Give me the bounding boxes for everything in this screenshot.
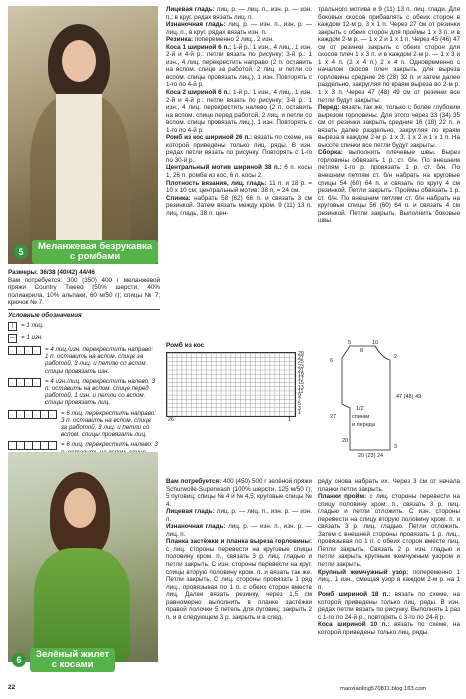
paragraph	[166, 164, 312, 179]
chart-row-numbers	[298, 352, 304, 415]
model5-sizes-block	[8, 269, 160, 307]
paragraph-text: с лиц. стороны перевести на круговые спицы половину кром. п., связать 3 р. лиц. гладью и петли закрыть. С изн. стороны перевести на круг. спицы вторую половину кром. п. и вязать так же. Петли закрыть. С лиц. стороны провязать 1 ряд лиц., провязывая по 1 п. с обеих сторон вместе лиц. Далее вязать резинку, через 1,5 см равномерно выполнить в планке застёжки правой полочки 5 петель для пуговиц: закрыть 2 п. и в следующем 3 р. закрыть и в след.	[166, 545, 312, 621]
model6-badge-number: 6	[12, 653, 26, 667]
legend-item	[8, 378, 158, 407]
paragraph-text: трального мотива и 9 (11) 13 п. лиц. глади. Для боковых скосов прибавлять с обеих сторон в каждом 12-м р. 3 х 1 п. Через 27 см от резинки закрыть с обеих сторон для проймы 1 х 3 п. и в каждом 2-м р. — 1 х 2 и 1 х 1 п. Через 45 (46) 47 см от резинки закрыть с обеих сторон для скосов плеч 1 х 3 п. и в каждом 2-м р. — 1 х 3 и 1 х 4 п. (2 х 4 п.) 2 х 4 п. Одновременно с началом скосов плеч закрыть для выреза горловины средние 26 (28) 32 п. и затем далее раздельно, закругляя по краям выреза во 2-м р. 1 х 3 п. Через 47 (48) 49 см от резинки все петли будут закрыты.	[318, 6, 460, 104]
paragraph-text: вязать так же, только с более глубоким вырезом горловины. Для этого через 33 (34) 35 см от резинки закрыть средние 16 (18) 22 п. и вязать далее раздельно, закругляя по краям выреза в каждом 2-м р. 1 х 3, 1 х 2 и 1 х 1 п. На высоте спинки все петли будут закрыты.	[318, 104, 460, 149]
paragraph-text: лиц. р. — лиц. п., изн. р. — изн. п.; в круг. рядах вязать лиц. п.	[166, 6, 313, 21]
schematic-top-2: 8	[360, 348, 364, 354]
paragraph	[166, 195, 312, 218]
paragraph	[166, 6, 312, 21]
legend-symbol	[8, 334, 17, 343]
schematic-top-1: 10	[372, 340, 379, 346]
paragraph	[166, 21, 312, 36]
schematic-side-1: 2	[394, 354, 398, 360]
legend-cell	[33, 411, 41, 418]
cable-diamond-chart	[166, 352, 296, 417]
legend-cell	[25, 411, 33, 418]
model5-sizes: Размеры: 36/38 (40/42) 44/46	[8, 269, 95, 276]
paragraph-lead: Коса 1 шириной 6 п.:	[166, 43, 232, 51]
paragraph-text: лиц. р. — изн. п., изн. р. — лиц. п., в круг. рядах вязать изн. п.	[166, 21, 313, 36]
legend-item	[8, 322, 158, 331]
shirt	[56, 94, 102, 264]
paragraph-lead: Ромб из кос шириной 26 п.:	[166, 134, 253, 142]
model5-badge	[14, 240, 158, 264]
legend-item	[8, 334, 158, 343]
chart-row-number: 27	[298, 355, 304, 362]
legend-cell	[17, 379, 25, 386]
legend-cell	[17, 347, 25, 354]
paragraph-lead: Лицевая гладь:	[166, 6, 215, 13]
legend-cell	[17, 442, 25, 449]
paragraph	[166, 44, 312, 89]
legend-symbol	[8, 378, 41, 387]
legend-cell	[9, 442, 17, 449]
paragraph-lead: Резинка:	[166, 36, 194, 44]
paragraph-lead: Лицевая гладь:	[166, 508, 215, 516]
paragraph-text: 1-й р.: 1 изн., 4 лиц., 1 изн. 2-й и 4-й р.: петли вязать по рисунку; 3-й р.: 1 изн., 4 лиц. перекрестить налево (2 п. оставить на вспом. спице перед работой, 2 лиц. и петли со вспом. спицы провязать лиц.), 1 изн. Повторять с 1-го по 4-й р.	[166, 89, 312, 134]
schematic-piece-2: спинки	[352, 414, 370, 420]
model6-badge	[12, 648, 115, 672]
chart-col-right: 1	[288, 417, 291, 423]
model6-column-3	[318, 478, 460, 636]
paragraph	[166, 538, 312, 621]
legend-title: Условные обозначения	[8, 312, 82, 319]
schematic-top-3: 5	[348, 340, 352, 346]
paragraph-lead: Сборка:	[318, 149, 343, 157]
model6-photo	[8, 452, 158, 662]
paragraph-text: ряду снова набрать их. Через 3 см от начала планки петли закрыть.	[318, 478, 460, 493]
chart-row-number: 5	[298, 401, 301, 408]
legend-cell	[9, 411, 17, 418]
paragraph-lead: Изнаночная гладь:	[166, 523, 226, 531]
paragraph	[166, 180, 312, 195]
legend-cell	[33, 347, 40, 354]
chart-row-number: 23	[298, 363, 304, 370]
chart-col-left: 26	[168, 417, 174, 423]
model6-column-2	[166, 478, 312, 621]
schematic-side-4: 27	[330, 414, 337, 420]
paragraph-text: попеременно 1 лиц., 1 изн., смещая узор в каждом 2-м р. на 1 п.	[318, 568, 460, 591]
paragraph	[318, 6, 460, 104]
legend-text: = 1 лиц.	[21, 322, 44, 329]
legend-text: = 4 лиц./изн. перекрестить направо: 1 п. оставить на вспом. спице за работой, 3 лиц. и петлю со вспом. спицы провязать изн.	[45, 346, 154, 375]
legend-cell	[25, 347, 33, 354]
paragraph-lead: Вам потребуется:	[166, 478, 222, 485]
chart-title: Ромб из кос	[166, 342, 205, 349]
legend-cell	[17, 411, 25, 418]
legend-symbol	[8, 410, 57, 419]
paragraph-text: вязать по схеме, на которой приведены только лиц. ряды.	[318, 621, 460, 636]
paragraph	[166, 36, 312, 44]
paragraph-lead: Планки пройм:	[318, 493, 367, 501]
model6-vest	[34, 548, 130, 662]
legend-cell	[9, 379, 17, 386]
chart-row-number: 25	[298, 359, 304, 366]
legend-text: = 6 лиц. перекрестить направо: 3 п. оставить на вспом. спице за работой, 3 лиц. и петли со вспом. спицы провязать лиц.	[61, 409, 156, 439]
paragraph	[166, 508, 312, 523]
paragraph	[318, 149, 460, 224]
paragraph-text: вязать по схеме, на которой приведены только лиц. ряды. В изн. рядах петли вязать по рисунку. Повторять с 1-го по 30-й р.	[166, 134, 312, 164]
chart-row-number: 29	[298, 351, 304, 357]
paragraph-lead: Планка застёжки и планка выреза горловины:	[166, 538, 312, 546]
paragraph-text: с лиц. стороны перевести на спицу половину кром. п., связать 3 р. лиц. гладью и петли отложить. С изн. стороны перевести на спицу вторую половину кром. п. и связать 3 р. лиц. гладью. Петли отложить. Затем с внешней стороны провязать 1 р. лиц., провязывая по 1 п. с обеих сторон вместе лиц. Петли закрыть. Связать 2 р. изн. гладью и петли закрыть крупным жемчужным узором и петли закрыть.	[318, 493, 460, 569]
page-number: 22	[8, 684, 16, 691]
legend-cell	[25, 379, 33, 386]
schematic-bottom: 20 (23) 24	[358, 453, 384, 458]
chart-row-number: 15	[298, 380, 304, 387]
paragraph	[318, 569, 460, 592]
paragraph	[166, 478, 312, 508]
garment-schematic	[320, 338, 460, 458]
paragraph	[318, 591, 460, 621]
divider	[8, 309, 160, 310]
chart-row-number: 19	[298, 372, 304, 379]
paragraph-text: попеременно 2 лиц., 2 изн.	[193, 36, 274, 44]
model5-materials: Вам потребуется: 300 (350) 400 г меланжевой пряжи Country Tweed (50% шерсти, 40% полиакрила, 10% альпаки, 60 м/50 г); спицы № 7; крючок № 7.	[8, 276, 160, 307]
legend-item	[8, 346, 158, 375]
paragraph-lead: Спинка:	[166, 194, 191, 202]
legend-cell: —	[10, 335, 15, 341]
chart-row-number: 9	[298, 393, 301, 400]
paragraph-text: выполнить плечевые швы. Вырез горловины обвязать 1 р. ст. б/н. По внешним петлям 1-го р. провязать 1 р. ст. б/н. По внешним петлям ст. б/н набрать на круговые спицы 54 (60) 64 п. и связать по кругу 4 см резинкой. Петли закрыть. Проймы обвязать 1 р. ст. б/н. По внешним петлям ст. б/н набрать на круговые спицы 56 (60) 64 п. и связать 4 см резинкой. Петли закрыть. Выполнить боковые швы.	[318, 149, 460, 225]
paragraph-text: 11 п. и 18 р. = 10 х 10 см; центральный мотив: 38 п. = 24 см.	[166, 179, 312, 195]
paragraph-lead: Коса 2 шириной 6 п.:	[166, 89, 232, 97]
paragraph-text: лиц. р. — лиц. п., изн. р. — изн. п.	[166, 508, 313, 523]
schematic-side-5: 20	[342, 438, 349, 444]
legend-cell	[49, 442, 56, 449]
legend-text: = 6 лиц. перекрестить налево: 3	[61, 441, 158, 449]
watermark: maoxiaoling570811.blog.163.com	[340, 686, 427, 692]
paragraph-lead: Перед:	[318, 104, 340, 112]
legend-text: = 1 изн.	[21, 334, 43, 341]
legend-text: = 4 изн./лиц. перекрестить налево: 3 п. оставить на вспом. спице перед работой, 1 изн. и петли со вспом. спицы провязать лиц.	[45, 377, 155, 407]
legend-symbol	[8, 322, 17, 331]
legend-symbol	[8, 441, 57, 450]
model5-column-2	[166, 6, 312, 217]
paragraph	[318, 493, 460, 568]
paragraph-lead: Коса шириной 10 п.:	[318, 621, 390, 629]
chart-row-number: 3	[298, 405, 301, 412]
chart-row-number: 17	[298, 376, 304, 383]
paragraph	[318, 104, 460, 149]
legend-cell	[49, 411, 56, 418]
chart-row-number: 13	[298, 384, 304, 391]
legend-symbol	[8, 346, 41, 355]
paragraph-lead: Ромб шириной 18 п.:	[318, 591, 391, 599]
schematic-outline	[342, 346, 390, 450]
schematic-side-6: 3	[394, 444, 398, 450]
paragraph-lead: Изнаночная гладь:	[166, 21, 226, 29]
chart-row-number: 11	[298, 388, 304, 395]
paragraph-text: 1-й р.: 1 изн., 4 лиц., 1 изн. 2-й и 4-й р.: петли вязать по рисунку; 3-й р.: 1 изн., 4 лиц. перекрестить направо (2 п. оставить на вспом. спице за работой, 2 лиц. и петли со вспом. спицы провязать лиц.), 1 изн. Повторять с 1-го по 4-й р.	[166, 43, 312, 89]
legend-cell	[41, 411, 49, 418]
legend-cell	[33, 442, 41, 449]
paragraph-text: набрать 58 (62) 66 п. и связать 3 см резинкой. Затем вязать между кром. 9 (11) 13 п. лиц. гладь, 38 п. цен-	[166, 194, 312, 217]
paragraph-text: вязать по схеме, на которой приведены только лиц. ряды. В изн. рядах петли вязать по рисунку. Выполнять 1 раз с 1-го по 24-й р., повторять с 3-го по 24-й р.	[318, 591, 460, 621]
paragraph-text: 400 (450) 500 г зелёной пряжи Schurwolle-Superwash (100% шерсти, 125 м/50 г); 5 пуговиц; спицы № 4 и № 4,5; круговые спицы № 4.	[166, 478, 313, 508]
chart-row-number: 21	[298, 367, 304, 374]
model-face	[62, 40, 96, 82]
legend-cell	[41, 442, 49, 449]
paragraph-lead: Крупный жемчужный узор:	[318, 568, 409, 576]
chart-row-number: 7	[298, 397, 301, 404]
model6-badge-title: Зелёный жилет с косами	[30, 648, 115, 672]
schematic-piece-1: 1/2	[356, 406, 364, 412]
paragraph-text: 6 п. косы 1, 26 п. ромба из кос, 6 п. косы 2.	[166, 164, 313, 180]
paragraph	[166, 134, 312, 164]
model6-face	[64, 488, 96, 528]
legend-cell	[33, 379, 40, 386]
model5-badge-number: 5	[14, 245, 28, 259]
symbol-legend	[8, 322, 158, 473]
paragraph-lead: Плотность вязания, лиц. гладь:	[166, 179, 267, 187]
paragraph	[166, 523, 312, 538]
model5-column-3	[318, 6, 460, 225]
chart-row-number: 1	[298, 409, 301, 416]
model5-photo	[8, 6, 158, 264]
paragraph	[318, 621, 460, 636]
legend-cell: |	[11, 323, 14, 329]
paragraph	[166, 89, 312, 134]
legend-cell	[9, 347, 17, 354]
schematic-piece-3: и переда	[352, 422, 375, 428]
paragraph	[318, 478, 460, 493]
legend-item	[8, 410, 158, 439]
paragraph-lead: Центральный мотив шириной 38 п.:	[166, 164, 282, 172]
legend-cell	[25, 442, 33, 449]
model5-badge-title: Меланжевая безрукавка с ромбами	[32, 240, 158, 264]
schematic-side-2: 6	[330, 358, 334, 364]
schematic-side-3: 47 (48) 49	[396, 394, 422, 400]
paragraph-text: лиц. р. — изн. п., изн. р. — лиц. п.	[166, 523, 313, 538]
